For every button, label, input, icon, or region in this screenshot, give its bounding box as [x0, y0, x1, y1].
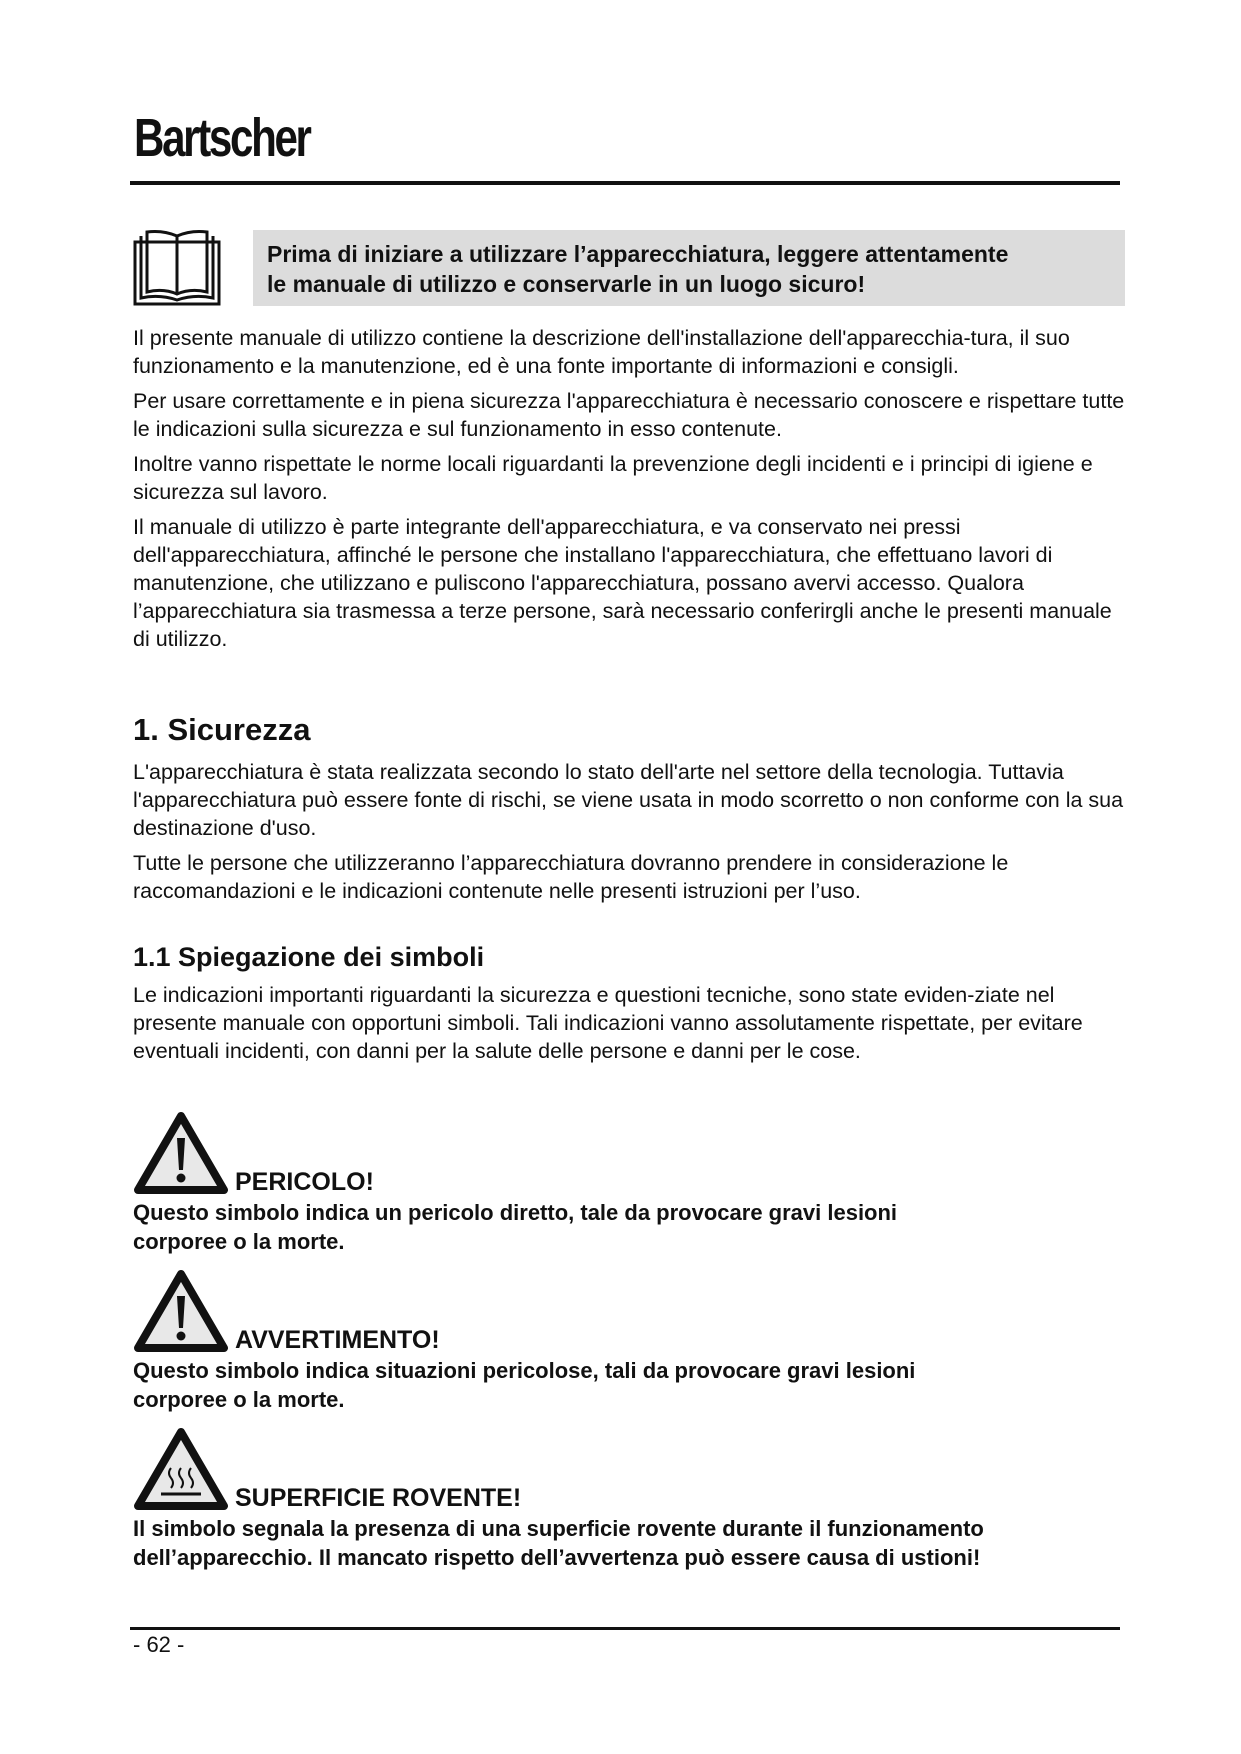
warning-superficie-rovente [133, 1426, 1133, 1572]
logo-text: Bartscher [134, 107, 310, 168]
warning-desc: Questo simbolo indica un pericolo diretto, tale da provocare gravi lesioni [133, 1200, 898, 1225]
warning-triangle-icon [133, 1268, 229, 1354]
section-sicurezza [133, 712, 1133, 912]
warning-desc: corporee o la morte. [133, 1387, 345, 1412]
bartscher-logo [134, 100, 359, 175]
warning-pericolo [133, 1110, 1133, 1256]
footer-rule [130, 1627, 1120, 1630]
subsection-paragraph: Le indicazioni importanti riguardanti la sicurezza e questioni tecniche, sono state eviden-ziate nel presente manuale con opportuni simboli. Tali indicazioni vanno assolutamente rispettate, per evitare eventuali incidenti, con danni per la salute delle persone e danni per le cose. [133, 983, 1083, 1063]
intro-paragraph: Inoltre vanno rispettate le norme locali riguardanti la prevenzione degli incidenti e i principi di igiene e sicurezza sul lavoro. [133, 452, 1093, 504]
header-rule [130, 181, 1120, 185]
intro-paragraph: Il manuale di utilizzo è parte integrante dell'apparecchiatura, e va conservato nei pressi dell'apparecchiatura, affinché le persone che installano l'apparecchiatura, che effettuano lavori di manutenzione, che utilizzano e puliscono l'apparecchiatura, possano avervi accesso. Qualora l’apparecchiatura sia trasmessa a terze persone, sarà necessario conferirgli anche le presenti manuale di utilizzo. [133, 515, 1112, 651]
section-simboli [133, 943, 1133, 1072]
intro-paragraph: Per usare correttamente e in piena sicurezza l'apparecchiatura è necessario conoscere e rispettare tutte le indicazioni sulla sicurezza e sul funzionamento in esso contenute. [133, 389, 1125, 441]
warning-desc: corporee o la morte. [133, 1229, 345, 1254]
subsection-heading: 1.1 Spiegazione dei simboli [133, 942, 485, 972]
warning-triangle-icon [133, 1110, 229, 1196]
intro-paragraph: Il presente manuale di utilizzo contiene la descrizione dell'installazione dell'apparecchia-tura, il suo funzionamento e la manutenzione, ed è una fonte importante di informazioni e consigli. [133, 326, 1070, 378]
notice-line-2: le manuale di utilizzo e conservarle in un luogo sicuro! [267, 271, 866, 297]
page-number: - 62 - [133, 1632, 185, 1657]
warning-title: SUPERFICIE ROVENTE! [235, 1484, 522, 1512]
read-manual-notice [253, 230, 1125, 306]
section-paragraph: Tutte le persone che utilizzeranno l’apparecchiatura dovranno prendere in considerazione le raccomandazioni e le indicazioni contenute nelle presenti istruzioni per l’uso. [133, 851, 1009, 903]
warning-title: AVVERTIMENTO! [235, 1326, 440, 1354]
warning-desc: dell’apparecchio. Il mancato rispetto dell’avvertenza può essere causa di ustioni! [133, 1545, 981, 1570]
warning-avvertimento [133, 1268, 1133, 1414]
book-icon [133, 228, 221, 306]
hot-surface-icon [133, 1426, 229, 1512]
warning-desc: Questo simbolo indica situazioni pericolose, tali da provocare gravi lesioni [133, 1358, 916, 1383]
notice-line-1: Prima di iniziare a utilizzare l’apparecchiatura, leggere attentamente [267, 241, 1009, 267]
warning-title: PERICOLO! [235, 1168, 374, 1196]
section-paragraph: L'apparecchiatura è stata realizzata secondo lo stato dell'arte nel settore della tecnologia. Tuttavia l'apparecchiatura può essere fonte di rischi, se viene usata in modo scorretto o non conforme con la sua destinazione d'uso. [133, 760, 1124, 840]
section-heading: 1. Sicurezza [133, 712, 311, 747]
intro-text [133, 324, 1133, 660]
warning-desc: Il simbolo segnala la presenza di una superficie rovente durante il funzionamento [133, 1516, 984, 1541]
